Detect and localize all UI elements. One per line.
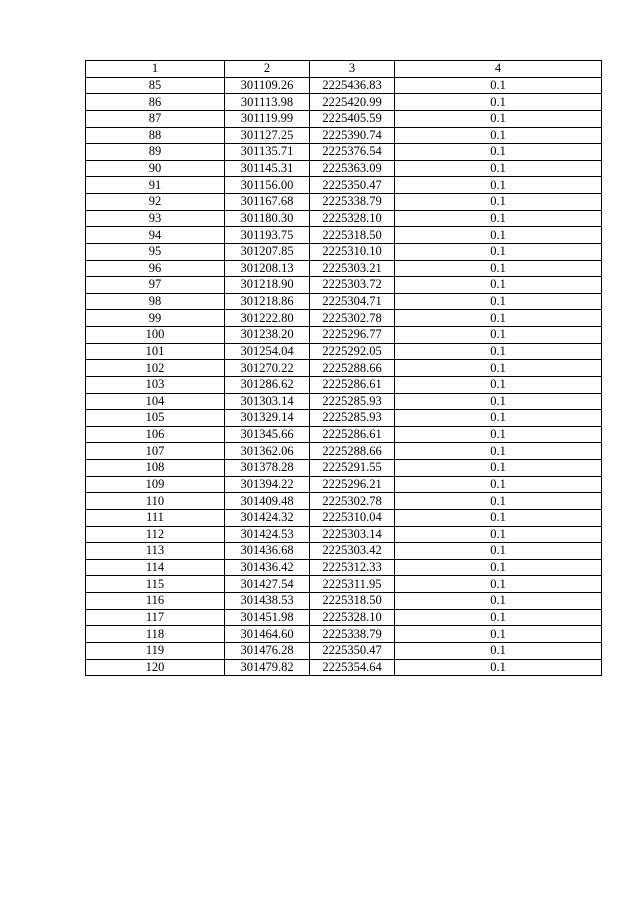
column-header-1: 1 <box>86 61 225 78</box>
y-coordinate-cell: 2225286.61 <box>310 426 395 443</box>
value-cell: 0.1 <box>395 94 602 111</box>
y-coordinate-cell: 2225302.78 <box>310 493 395 510</box>
y-coordinate-cell: 2225328.10 <box>310 210 395 227</box>
value-cell: 0.1 <box>395 426 602 443</box>
y-coordinate-cell: 2225318.50 <box>310 227 395 244</box>
table-row <box>86 493 602 510</box>
x-coordinate-cell: 301218.86 <box>225 293 310 310</box>
y-coordinate-cell: 2225354.64 <box>310 659 395 676</box>
x-coordinate-cell: 301476.28 <box>225 642 310 659</box>
point-number-cell: 91 <box>86 177 225 194</box>
y-coordinate-cell: 2225285.93 <box>310 410 395 427</box>
value-cell: 0.1 <box>395 310 602 327</box>
value-cell: 0.1 <box>395 376 602 393</box>
x-coordinate-cell: 301303.14 <box>225 393 310 410</box>
x-coordinate-cell: 301424.53 <box>225 526 310 543</box>
table-row <box>86 194 602 211</box>
point-number-cell: 118 <box>86 626 225 643</box>
y-coordinate-cell: 2225302.78 <box>310 310 395 327</box>
table-row <box>86 277 602 294</box>
y-coordinate-cell: 2225420.99 <box>310 94 395 111</box>
table-row <box>86 559 602 576</box>
x-coordinate-cell: 301362.06 <box>225 443 310 460</box>
table-row <box>86 593 602 610</box>
table-row <box>86 476 602 493</box>
point-number-cell: 100 <box>86 327 225 344</box>
x-coordinate-cell: 301329.14 <box>225 410 310 427</box>
point-number-cell: 112 <box>86 526 225 543</box>
x-coordinate-cell: 301286.62 <box>225 376 310 393</box>
x-coordinate-cell: 301180.30 <box>225 210 310 227</box>
y-coordinate-cell: 2225286.61 <box>310 376 395 393</box>
y-coordinate-cell: 2225291.55 <box>310 460 395 477</box>
point-number-cell: 89 <box>86 144 225 161</box>
table-row <box>86 243 602 260</box>
value-cell: 0.1 <box>395 476 602 493</box>
point-number-cell: 120 <box>86 659 225 676</box>
value-cell: 0.1 <box>395 327 602 344</box>
point-number-cell: 102 <box>86 360 225 377</box>
table-body <box>86 77 602 676</box>
column-header-2: 2 <box>225 61 310 78</box>
value-cell: 0.1 <box>395 194 602 211</box>
point-number-cell: 116 <box>86 593 225 610</box>
point-number-cell: 86 <box>86 94 225 111</box>
x-coordinate-cell: 301135.71 <box>225 144 310 161</box>
table-row <box>86 376 602 393</box>
table-row <box>86 110 602 127</box>
point-number-cell: 105 <box>86 410 225 427</box>
y-coordinate-cell: 2225303.42 <box>310 543 395 560</box>
x-coordinate-cell: 301218.90 <box>225 277 310 294</box>
y-coordinate-cell: 2225350.47 <box>310 642 395 659</box>
table-row <box>86 576 602 593</box>
y-coordinate-cell: 2225288.66 <box>310 443 395 460</box>
column-header-3: 3 <box>310 61 395 78</box>
value-cell: 0.1 <box>395 509 602 526</box>
x-coordinate-cell: 301207.85 <box>225 243 310 260</box>
x-coordinate-cell: 301145.31 <box>225 160 310 177</box>
value-cell: 0.1 <box>395 393 602 410</box>
point-number-cell: 88 <box>86 127 225 144</box>
y-coordinate-cell: 2225310.04 <box>310 509 395 526</box>
point-number-cell: 117 <box>86 609 225 626</box>
point-number-cell: 96 <box>86 260 225 277</box>
table-row <box>86 160 602 177</box>
table-row <box>86 426 602 443</box>
table-row <box>86 526 602 543</box>
x-coordinate-cell: 301378.28 <box>225 460 310 477</box>
x-coordinate-cell: 301345.66 <box>225 426 310 443</box>
table-row <box>86 343 602 360</box>
table-row <box>86 360 602 377</box>
x-coordinate-cell: 301127.25 <box>225 127 310 144</box>
value-cell: 0.1 <box>395 526 602 543</box>
y-coordinate-cell: 2225318.50 <box>310 593 395 610</box>
value-cell: 0.1 <box>395 559 602 576</box>
point-number-cell: 94 <box>86 227 225 244</box>
value-cell: 0.1 <box>395 77 602 94</box>
table-row <box>86 127 602 144</box>
point-number-cell: 99 <box>86 310 225 327</box>
value-cell: 0.1 <box>395 160 602 177</box>
x-coordinate-cell: 301438.53 <box>225 593 310 610</box>
y-coordinate-cell: 2225285.93 <box>310 393 395 410</box>
table-row <box>86 642 602 659</box>
y-coordinate-cell: 2225328.10 <box>310 609 395 626</box>
x-coordinate-cell: 301464.60 <box>225 626 310 643</box>
value-cell: 0.1 <box>395 277 602 294</box>
point-number-cell: 119 <box>86 642 225 659</box>
table-row <box>86 310 602 327</box>
table-row <box>86 177 602 194</box>
table-row <box>86 293 602 310</box>
value-cell: 0.1 <box>395 659 602 676</box>
x-coordinate-cell: 301427.54 <box>225 576 310 593</box>
y-coordinate-cell: 2225303.14 <box>310 526 395 543</box>
x-coordinate-cell: 301109.26 <box>225 77 310 94</box>
point-number-cell: 85 <box>86 77 225 94</box>
y-coordinate-cell: 2225338.79 <box>310 194 395 211</box>
value-cell: 0.1 <box>395 343 602 360</box>
point-number-cell: 92 <box>86 194 225 211</box>
x-coordinate-cell: 301193.75 <box>225 227 310 244</box>
table-row <box>86 543 602 560</box>
value-cell: 0.1 <box>395 543 602 560</box>
x-coordinate-cell: 301113.98 <box>225 94 310 111</box>
x-coordinate-cell: 301451.98 <box>225 609 310 626</box>
point-number-cell: 110 <box>86 493 225 510</box>
value-cell: 0.1 <box>395 626 602 643</box>
value-cell: 0.1 <box>395 593 602 610</box>
point-number-cell: 103 <box>86 376 225 393</box>
value-cell: 0.1 <box>395 609 602 626</box>
table-row <box>86 509 602 526</box>
y-coordinate-cell: 2225436.83 <box>310 77 395 94</box>
x-coordinate-cell: 301479.82 <box>225 659 310 676</box>
value-cell: 0.1 <box>395 210 602 227</box>
point-number-cell: 106 <box>86 426 225 443</box>
point-number-cell: 95 <box>86 243 225 260</box>
coordinates-table <box>85 60 602 676</box>
value-cell: 0.1 <box>395 642 602 659</box>
table-header <box>86 61 602 78</box>
y-coordinate-cell: 2225405.59 <box>310 110 395 127</box>
y-coordinate-cell: 2225304.71 <box>310 293 395 310</box>
x-coordinate-cell: 301394.22 <box>225 476 310 493</box>
y-coordinate-cell: 2225390.74 <box>310 127 395 144</box>
value-cell: 0.1 <box>395 127 602 144</box>
x-coordinate-cell: 301238.20 <box>225 327 310 344</box>
point-number-cell: 87 <box>86 110 225 127</box>
y-coordinate-cell: 2225312.33 <box>310 559 395 576</box>
value-cell: 0.1 <box>395 360 602 377</box>
y-coordinate-cell: 2225338.79 <box>310 626 395 643</box>
y-coordinate-cell: 2225310.10 <box>310 243 395 260</box>
table-row <box>86 626 602 643</box>
y-coordinate-cell: 2225311.95 <box>310 576 395 593</box>
value-cell: 0.1 <box>395 227 602 244</box>
x-coordinate-cell: 301156.00 <box>225 177 310 194</box>
y-coordinate-cell: 2225292.05 <box>310 343 395 360</box>
y-coordinate-cell: 2225296.21 <box>310 476 395 493</box>
y-coordinate-cell: 2225288.66 <box>310 360 395 377</box>
point-number-cell: 107 <box>86 443 225 460</box>
table-row <box>86 77 602 94</box>
point-number-cell: 113 <box>86 543 225 560</box>
y-coordinate-cell: 2225350.47 <box>310 177 395 194</box>
value-cell: 0.1 <box>395 260 602 277</box>
point-number-cell: 93 <box>86 210 225 227</box>
y-coordinate-cell: 2225303.21 <box>310 260 395 277</box>
point-number-cell: 109 <box>86 476 225 493</box>
table-row <box>86 410 602 427</box>
table-row <box>86 227 602 244</box>
column-header-4: 4 <box>395 61 602 78</box>
table-row <box>86 443 602 460</box>
y-coordinate-cell: 2225296.77 <box>310 327 395 344</box>
x-coordinate-cell: 301270.22 <box>225 360 310 377</box>
value-cell: 0.1 <box>395 110 602 127</box>
y-coordinate-cell: 2225363.09 <box>310 160 395 177</box>
value-cell: 0.1 <box>395 293 602 310</box>
y-coordinate-cell: 2225376.54 <box>310 144 395 161</box>
point-number-cell: 101 <box>86 343 225 360</box>
value-cell: 0.1 <box>395 460 602 477</box>
point-number-cell: 114 <box>86 559 225 576</box>
table-row <box>86 659 602 676</box>
x-coordinate-cell: 301254.04 <box>225 343 310 360</box>
x-coordinate-cell: 301167.68 <box>225 194 310 211</box>
value-cell: 0.1 <box>395 443 602 460</box>
value-cell: 0.1 <box>395 144 602 161</box>
point-number-cell: 111 <box>86 509 225 526</box>
x-coordinate-cell: 301409.48 <box>225 493 310 510</box>
table-row <box>86 144 602 161</box>
x-coordinate-cell: 301424.32 <box>225 509 310 526</box>
value-cell: 0.1 <box>395 177 602 194</box>
table-row <box>86 94 602 111</box>
x-coordinate-cell: 301208.13 <box>225 260 310 277</box>
point-number-cell: 90 <box>86 160 225 177</box>
value-cell: 0.1 <box>395 576 602 593</box>
table-row <box>86 460 602 477</box>
point-number-cell: 108 <box>86 460 225 477</box>
x-coordinate-cell: 301119.99 <box>225 110 310 127</box>
table-row <box>86 609 602 626</box>
x-coordinate-cell: 301436.68 <box>225 543 310 560</box>
table-row <box>86 210 602 227</box>
y-coordinate-cell: 2225303.72 <box>310 277 395 294</box>
point-number-cell: 115 <box>86 576 225 593</box>
point-number-cell: 98 <box>86 293 225 310</box>
value-cell: 0.1 <box>395 410 602 427</box>
value-cell: 0.1 <box>395 493 602 510</box>
value-cell: 0.1 <box>395 243 602 260</box>
table-row <box>86 393 602 410</box>
table-row <box>86 260 602 277</box>
table-row <box>86 327 602 344</box>
point-number-cell: 104 <box>86 393 225 410</box>
point-number-cell: 97 <box>86 277 225 294</box>
header-row <box>86 61 602 78</box>
x-coordinate-cell: 301436.42 <box>225 559 310 576</box>
x-coordinate-cell: 301222.80 <box>225 310 310 327</box>
